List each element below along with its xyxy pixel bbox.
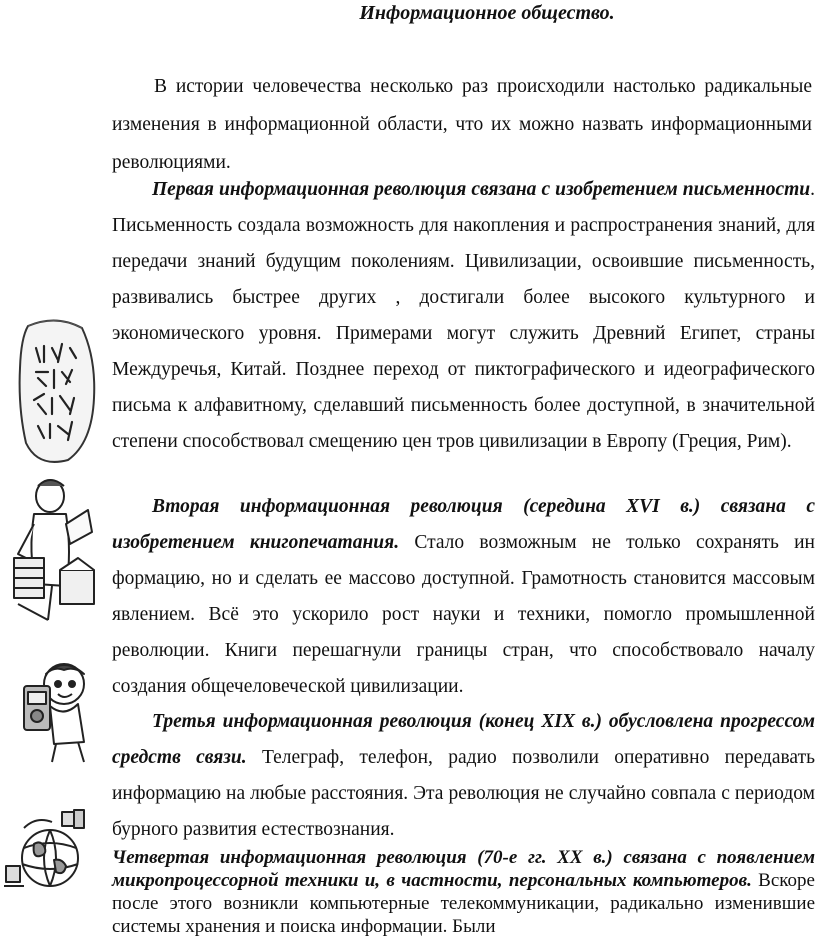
computer-globe-icon (2, 808, 102, 894)
revolution-4-text: Вскоре после этого возникли компьютерные телекоммуникации, радикально изменившие системы хранения и поиска информации. Были (112, 870, 815, 937)
page-title: Информационное общество. (359, 2, 615, 24)
revolution-2-paragraph (112, 489, 815, 705)
printer-man-icon (8, 474, 100, 624)
revolution-3-heading: Третья информационная революция (конец XIX в.) обусловлена прогрессом средств связи. (112, 711, 815, 768)
revolution-1-text: . Письменность создала возможность для накопления и распространения знаний, для передачи знаний будущим поколениям. Цивилизации, освоившие письменность, развивались быстрее других , достигали более высокого культурного и экономического уровня. Примерами могут служить Древний Египет, страны Междуречья, Китай. Позднее переход от пиктографического и идеографического письма к алфавитному, сделавший письменность более доступной, в значительной степени способствовал смещению цен тров цивилизации в Европу (Греция, Рим). (112, 179, 815, 452)
radio-boy-icon (18, 658, 102, 764)
clay-tablet-icon (16, 318, 98, 466)
revolution-3-paragraph (112, 704, 815, 848)
revolution-1-heading: Первая информационная революция связана с изобретением письменности (152, 179, 811, 200)
revolution-4-paragraph (112, 846, 815, 938)
revolution-1-paragraph (112, 172, 815, 460)
revolution-3-text: Телеграф, телефон, радио позволили оперативно передавать информацию на любые расстояния. Эта революция не случайно совпала с периодом бурного развития естествознания. (112, 747, 815, 840)
revolution-4-heading: Четвертая информационная революция (70-е гг. XX в.) связана с появлением микропроцессорной техники и, в частности, персональных компьютеров. (112, 847, 815, 891)
revolution-2-text: Стало возможным не только сохранять ин формацию, но и сделать ее массово доступной. Грамотность становится массовым явлением. Всё это ускорило рост науки и техники, помогло промышленной революции. Книги перешагнули границы стран, что способствовало началу создания общечеловеческой цивилизации. (112, 532, 815, 697)
intro-paragraph: В истории человечества несколько раз происходили настолько радикальные изменения в информационной области, что их можно назвать информационными революциями. (112, 76, 812, 173)
revolution-2-heading: Вторая информационная революция (середина XVI в.) связана с изобретением книгопечатания. (112, 496, 815, 553)
